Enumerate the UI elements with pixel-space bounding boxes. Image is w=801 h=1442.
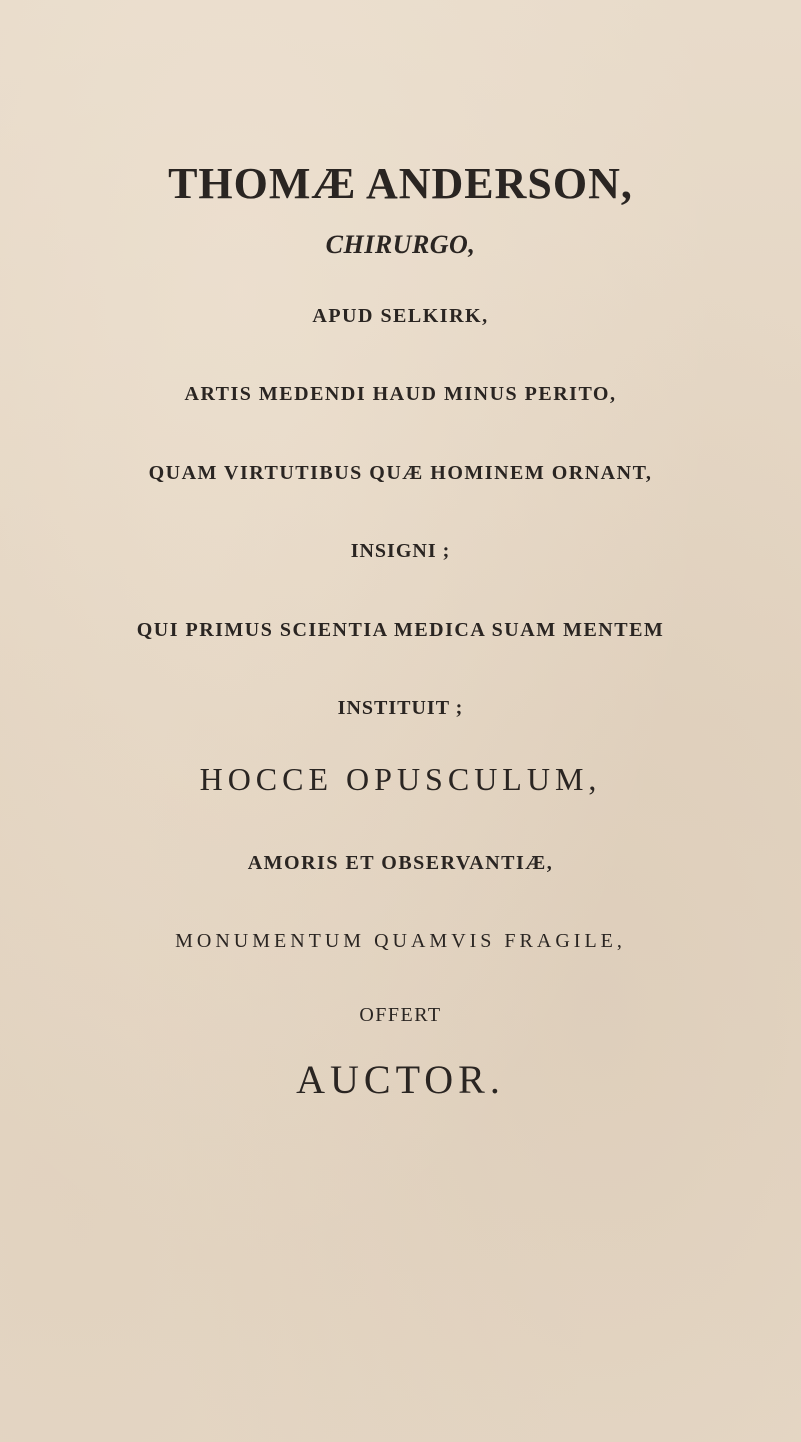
dedication-offert: OFFERT — [359, 1004, 442, 1026]
dedicatee-profession: CHIRURGO, — [325, 230, 476, 259]
dedication-line-primus: QUI PRIMUS SCIENTIA MEDICA SUAM MENTEM — [136, 619, 665, 641]
dedication-line-insigni: INSIGNI ; — [350, 540, 451, 562]
dedication-amoris: AMORIS ET OBSERVANTIÆ, — [247, 852, 554, 874]
dedicatee-name: THOMÆ ANDERSON, — [168, 159, 633, 208]
dedication-opusculum: HOCCE OPUSCULUM, — [199, 761, 602, 797]
dedication-line-virtues: QUAM VIRTUTIBUS QUÆ HOMINEM ORNANT, — [148, 462, 653, 484]
dedication-line-location: APUD SELKIRK, — [312, 305, 489, 327]
dedication-monumentum: MONUMENTUM QUAMVIS FRAGILE, — [175, 930, 626, 952]
dedication-line-instituit: INSTITUIT ; — [337, 697, 464, 719]
dedication-line-skill: ARTIS MEDENDI HAUD MINUS PERITO, — [184, 383, 617, 405]
dedication-author: AUCTOR. — [296, 1057, 505, 1102]
